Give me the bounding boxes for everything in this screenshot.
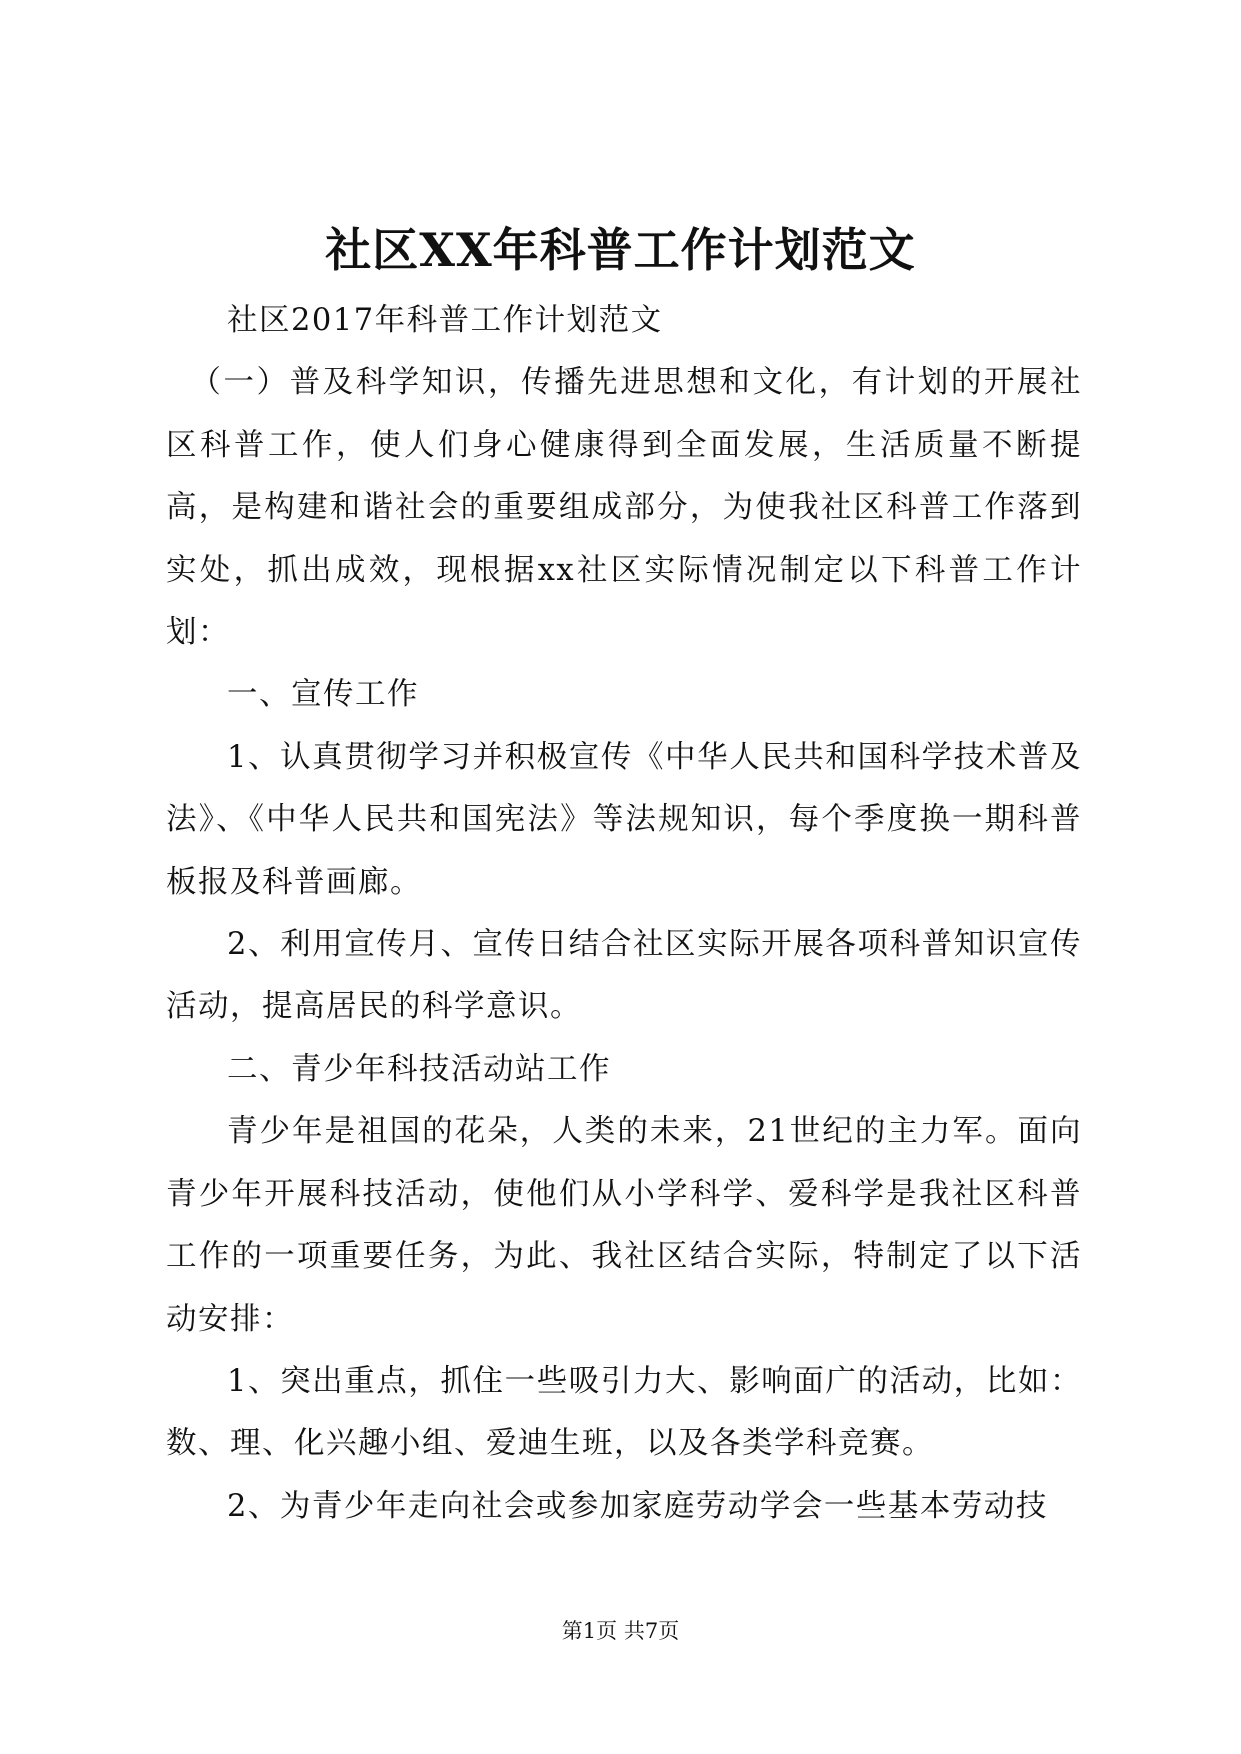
document-body — [166, 290, 1082, 1538]
paragraph-publicity-1: 1、认真贯彻学习并积极宣传《中华人民共和国科学技术普及法》、《中华人民共和国宪法》等法规知识，每个季度换一期科普板报及科普画廊。 — [166, 739, 1082, 900]
page-footer: 第1页 共7页 — [561, 1619, 680, 1643]
document-title: 社区XX年科普工作计划范文 — [325, 223, 916, 277]
section-heading-publicity: 一、宣传工作 — [227, 677, 419, 713]
paragraph-youth-1: 1、突出重点，抓住一些吸引力大、影响面广的活动，比如：数、理、化兴趣小组、爱迪生班，以及各类学科竞赛。 — [166, 1363, 1082, 1462]
subtitle-paragraph: 社区2017年科普工作计划范文 — [227, 303, 663, 338]
section-heading-youth: 二、青少年科技活动站工作 — [227, 1051, 611, 1087]
paragraph-youth-intro: 青少年是祖国的花朵，人类的未来，21世纪的主力军。面向青少年开展科技活动，使他们从小学科学、爱科学是我社区科普工作的一项重要任务，为此、我社区结合实际，特制定了以下活动安排： — [166, 1114, 1082, 1337]
intro-paragraph: （一）普及科学知识，传播先进思想和文化，有计划的开展社区科普工作，使人们身心健康得到全面发展，生活质量不断提高，是构建和谐社会的重要组成部分，为使我社区科普工作落到实处，抓出成效，现根据xx社区实际情况制定以下科普工作计划： — [166, 365, 1082, 651]
paragraph-publicity-2: 2、利用宣传月、宣传日结合社区实际开展各项科普知识宣传活动，提高居民的科学意识。 — [166, 927, 1082, 1025]
paragraph-youth-2: 2、为青少年走向社会或参加家庭劳动学会一些基本劳动技 — [227, 1488, 1048, 1524]
